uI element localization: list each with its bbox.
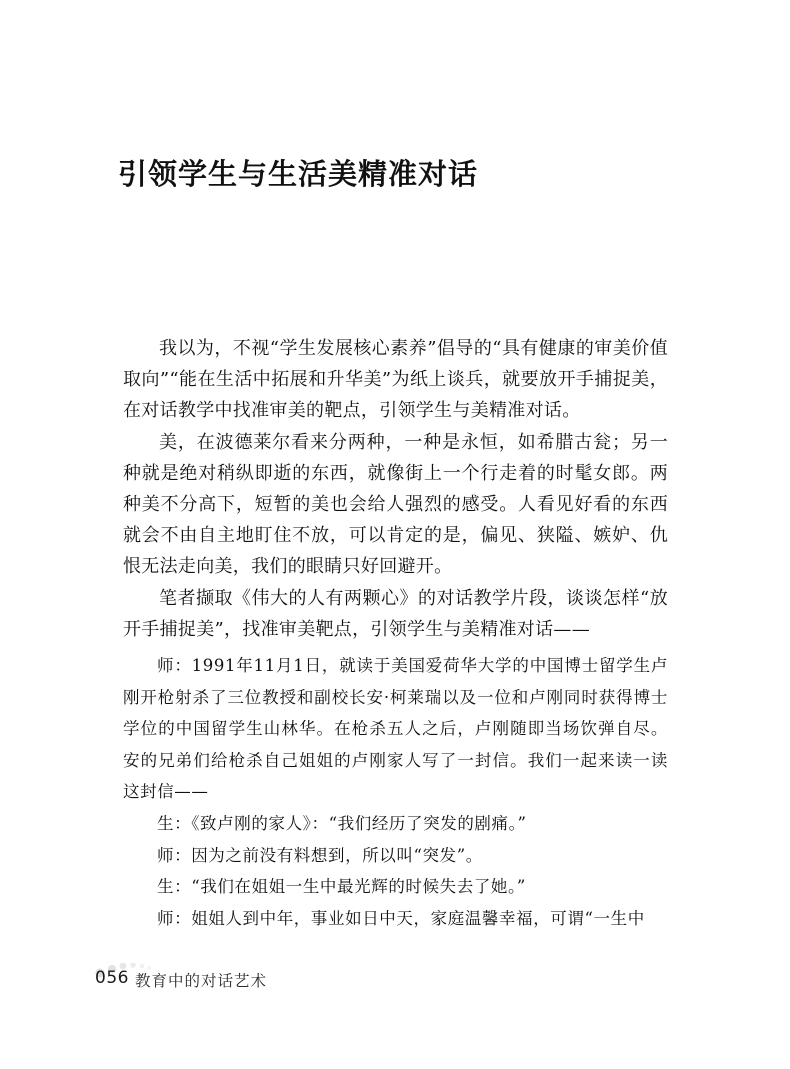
dialogue-section <box>123 650 668 934</box>
dot <box>140 964 145 969</box>
dialogue-line-teacher: 师：因为之前没有料想到，所以叫“突发”。 <box>157 845 483 865</box>
dialogue-line-student: 生：“我们在姐姐一生中最光辉的时候失去了她。” <box>157 877 526 897</box>
page-number: 056 <box>95 968 129 988</box>
page-footer <box>92 963 392 993</box>
intro-paragraph: 笔者撷取《伟大的人有两颗心》的对话教学片段，谈谈怎样“放开手捕捉美”，找准审美靶点，引领学生与美精准对话—— <box>123 587 668 640</box>
running-book-title: 教育中的对话艺术 <box>135 972 268 990</box>
intro-paragraph: 美，在波德莱尔看来分两种，一种是永恒，如希腊古瓮；另一种就是绝对稍纵即逝的东西，就像街上一个行走着的时髦女郎。两种美不分高下，短暂的美也会给人强烈的感受。人看见好看的东西就会不由自主地盯住不放，可以肯定的是，偏见、狭隘、嫉妒、仇恨无法走向美，我们的眼睛只好回避开。 <box>123 431 668 578</box>
dialogue-line-student: 生：《致卢刚的家人》：“我们经历了突发的剧痛。” <box>157 813 527 833</box>
intro-paragraph: 我以为，不视“学生发展核心素养”倡导的“具有健康的审美价值取向”“能在生活中拓展和升华美”为纸上谈兵，就要放开手捕捉美，在对话教学中找准审美的靶点，引领学生与美精准对话。 <box>123 338 668 422</box>
intro-section <box>123 333 668 645</box>
dialogue-line-teacher: 师：姐姐人到中年，事业如日中天，家庭温馨幸福，可谓“一生中 <box>157 908 645 928</box>
dialogue-line-teacher: 师：1991年11月1日，就读于美国爱荷华大学的中国博士留学生卢刚开枪射杀了三位教授和副校长安·柯莱瑞以及一位和卢刚同时获得博士学位的中国留学生山林华。在枪杀五人之后，卢刚随即当场饮弹自尽。安的兄弟们给枪杀自己姐姐的卢刚家人写了一封信。我们一起来读一读这封信—— <box>123 656 668 802</box>
chapter-title: 引领学生与生活美精准对话 <box>118 157 479 191</box>
dot <box>130 963 136 968</box>
